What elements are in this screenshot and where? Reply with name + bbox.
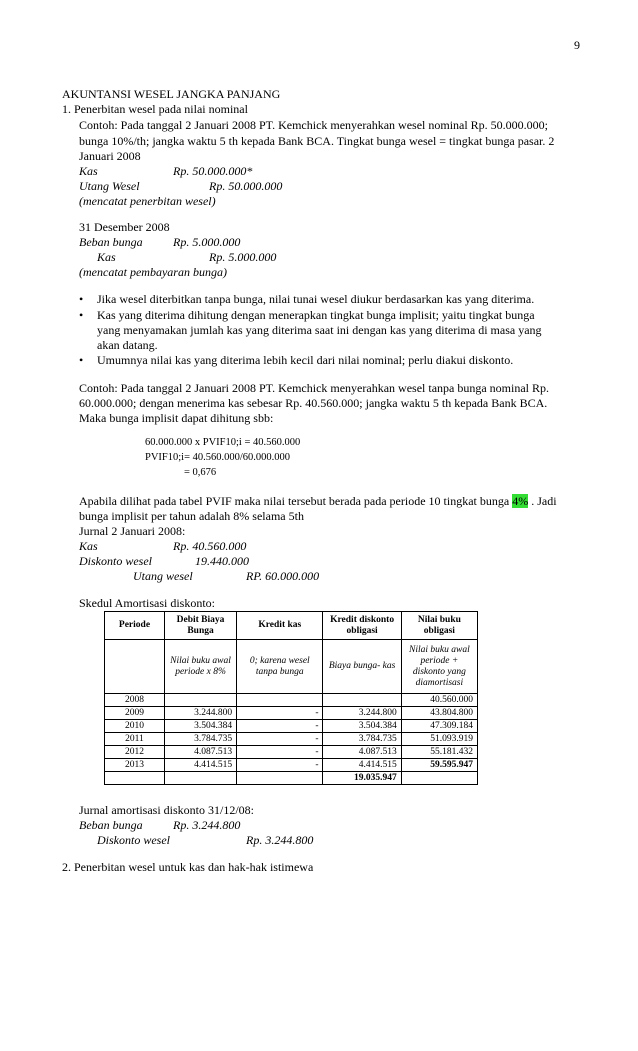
- book-value-cell: 43.804.800: [401, 707, 477, 720]
- column-subheader: [105, 640, 165, 694]
- journal-account: Kas: [79, 539, 98, 553]
- bullet-text: Jika wesel diterbitkan tanpa bunga, nilai tunai wesel diukur berdasarkan kas yang diterima.: [97, 292, 535, 306]
- column-header: Kredit diskonto obligasi: [323, 612, 401, 640]
- total-discount-cell: 19.035.947: [323, 772, 401, 785]
- table-row: [105, 707, 478, 720]
- discount-cell: [323, 694, 401, 707]
- pvif-text: . Jadi: [528, 494, 557, 508]
- journal-account: Kas: [97, 250, 116, 264]
- book-value-cell: 51.093.919: [401, 733, 477, 746]
- interest-cell: 3.504.384: [164, 720, 236, 733]
- example-2-line: 60.000.000; dengan menerima kas sebesar Rp. 40.560.000; jangka waktu 5 th kepada Bank BCA.: [79, 396, 548, 410]
- interest-cell: 3.244.800: [164, 707, 236, 720]
- column-subheader: Biaya bunga- kas: [323, 640, 401, 694]
- journal-credit-amount: Rp. 3.244.800: [246, 833, 314, 847]
- table-row: [105, 733, 478, 746]
- interest-cell: 3.784.735: [164, 733, 236, 746]
- bullet-icon: •: [79, 353, 84, 367]
- bullet-text: akan datang.: [97, 338, 158, 352]
- book-value-cell: 47.309.184: [401, 720, 477, 733]
- calc-line: PVIF10;i= 40.560.000/60.000.000: [145, 452, 291, 463]
- discount-cell: 4.414.515: [323, 759, 401, 772]
- page-number: 9: [574, 38, 580, 52]
- journal-debit-amount: Rp. 50.000.000*: [173, 164, 253, 178]
- book-value-cell: 55.181.432: [401, 746, 477, 759]
- section-1-heading: 1. Penerbitan wesel pada nilai nominal: [62, 102, 248, 116]
- pvif-paragraph-line: bunga implisit per tahun adalah 8% selama 5th: [79, 509, 304, 523]
- discount-cell: 3.504.384: [323, 720, 401, 733]
- period-cell: 2009: [105, 707, 165, 720]
- journal-debit-amount: Rp. 5.000.000: [173, 235, 241, 249]
- journal-heading: Jurnal amortisasi diskonto 31/12/08:: [79, 803, 254, 817]
- journal-account: Beban bunga: [79, 818, 143, 832]
- journal-account: Diskonto wesel: [97, 833, 170, 847]
- empty-cell: [237, 772, 323, 785]
- bullet-text: yang menyamakan jumlah kas yang diterima saat ini dengan kas yang diterima di masa yang: [97, 323, 542, 337]
- journal-debit-amount: Rp. 40.560.000: [173, 539, 247, 553]
- journal-note: (mencatat penerbitan wesel): [79, 194, 216, 208]
- journal-date: 31 Desember 2008: [79, 220, 170, 234]
- interest-cell: [164, 694, 236, 707]
- page-title: AKUNTANSI WESEL JANGKA PANJANG: [62, 87, 281, 101]
- period-cell: 2010: [105, 720, 165, 733]
- interest-cell: 4.414.515: [164, 759, 236, 772]
- table-row: [105, 694, 478, 707]
- discount-cell: 3.244.800: [323, 707, 401, 720]
- example-2-line: Maka bunga implisit dapat dihitung sbb:: [79, 411, 274, 425]
- journal-heading: Jurnal 2 Januari 2008:: [79, 524, 186, 538]
- bullet-icon: •: [79, 292, 84, 306]
- schedule-title: Skedul Amortisasi diskonto:: [79, 596, 216, 610]
- table-row: [105, 746, 478, 759]
- cash-cell: [237, 694, 323, 707]
- journal-account: Utang wesel: [133, 569, 193, 583]
- journal-account: Beban bunga: [79, 235, 143, 249]
- journal-note: (mencatat pembayaran bunga): [79, 265, 227, 279]
- journal-debit-amount: 19.440.000: [195, 554, 249, 568]
- journal-credit-amount: RP. 60.000.000: [246, 569, 320, 583]
- calc-line: 60.000.000 x PVIF10;i = 40.560.000: [145, 437, 301, 448]
- table-subheader-row: [105, 640, 478, 694]
- empty-cell: [401, 772, 477, 785]
- column-header: Nilai buku obligasi: [401, 612, 477, 640]
- discount-cell: 4.087.513: [323, 746, 401, 759]
- bullet-text: Kas yang diterima dihitung dengan menerapkan tingkat bunga implisit; yaitu tingkat bunga: [97, 308, 535, 322]
- calc-line: = 0,676: [184, 467, 217, 478]
- section-2-heading: 2. Penerbitan wesel untuk kas dan hak-hak istimewa: [62, 860, 314, 874]
- example-1-line: Januari 2008: [79, 149, 141, 163]
- example-2-line: Contoh: Pada tanggal 2 Januari 2008 PT. Kemchick menyerahkan wesel tanpa bunga nominal Rp.: [79, 381, 549, 395]
- amortization-table: [104, 611, 478, 785]
- period-cell: 2013: [105, 759, 165, 772]
- cash-cell: -: [237, 720, 323, 733]
- journal-credit-amount: Rp. 50.000.000: [209, 179, 283, 193]
- pvif-text: Apabila dilihat pada tabel PVIF maka nilai tersebut berada pada periode 10 tingkat bunga: [79, 494, 513, 508]
- table-total-row: [105, 772, 478, 785]
- period-cell: 2011: [105, 733, 165, 746]
- book-value-cell: 59.595.947: [401, 759, 477, 772]
- column-subheader: Nilai buku awal periode + diskonto yang diamortisasi: [401, 640, 477, 694]
- journal-account: Diskonto wesel: [79, 554, 152, 568]
- discount-cell: 3.784.735: [323, 733, 401, 746]
- period-cell: 2012: [105, 746, 165, 759]
- bullet-text: Umumnya nilai kas yang diterima lebih kecil dari nilai nominal; perlu diakui diskonto.: [97, 353, 514, 367]
- empty-cell: [105, 772, 165, 785]
- table-row: [105, 759, 478, 772]
- journal-account: Kas: [79, 164, 98, 178]
- pvif-paragraph: [79, 494, 557, 509]
- example-1-line: Contoh: Pada tanggal 2 Januari 2008 PT. Kemchick menyerahkan wesel nominal Rp. 50.000.000;: [79, 118, 549, 132]
- column-header: Debit Biaya Bunga: [164, 612, 236, 640]
- book-value-cell: 40.560.000: [401, 694, 477, 707]
- cash-cell: -: [237, 707, 323, 720]
- journal-credit-amount: Rp. 5.000.000: [209, 250, 277, 264]
- table-header-row: [105, 612, 478, 640]
- journal-debit-amount: Rp. 3.244.800: [173, 818, 241, 832]
- period-cell: 2008: [105, 694, 165, 707]
- interest-cell: 4.087.513: [164, 746, 236, 759]
- table-row: [105, 720, 478, 733]
- column-header: Periode: [105, 612, 165, 640]
- example-1-line: bunga 10%/th; jangka waktu 5 th kepada Bank BCA. Tingkat bunga wesel = tingkat bunga pasar. 2: [79, 134, 555, 148]
- column-header: Kredit kas: [237, 612, 323, 640]
- column-subheader: Nilai buku awal periode x 8%: [164, 640, 236, 694]
- column-subheader: 0; karena wesel tanpa bunga: [237, 640, 323, 694]
- cash-cell: -: [237, 746, 323, 759]
- cash-cell: -: [237, 759, 323, 772]
- cash-cell: -: [237, 733, 323, 746]
- journal-account: Utang Wesel: [79, 179, 140, 193]
- empty-cell: [164, 772, 236, 785]
- bullet-icon: •: [79, 308, 84, 322]
- highlighted-rate: 4%: [512, 494, 529, 508]
